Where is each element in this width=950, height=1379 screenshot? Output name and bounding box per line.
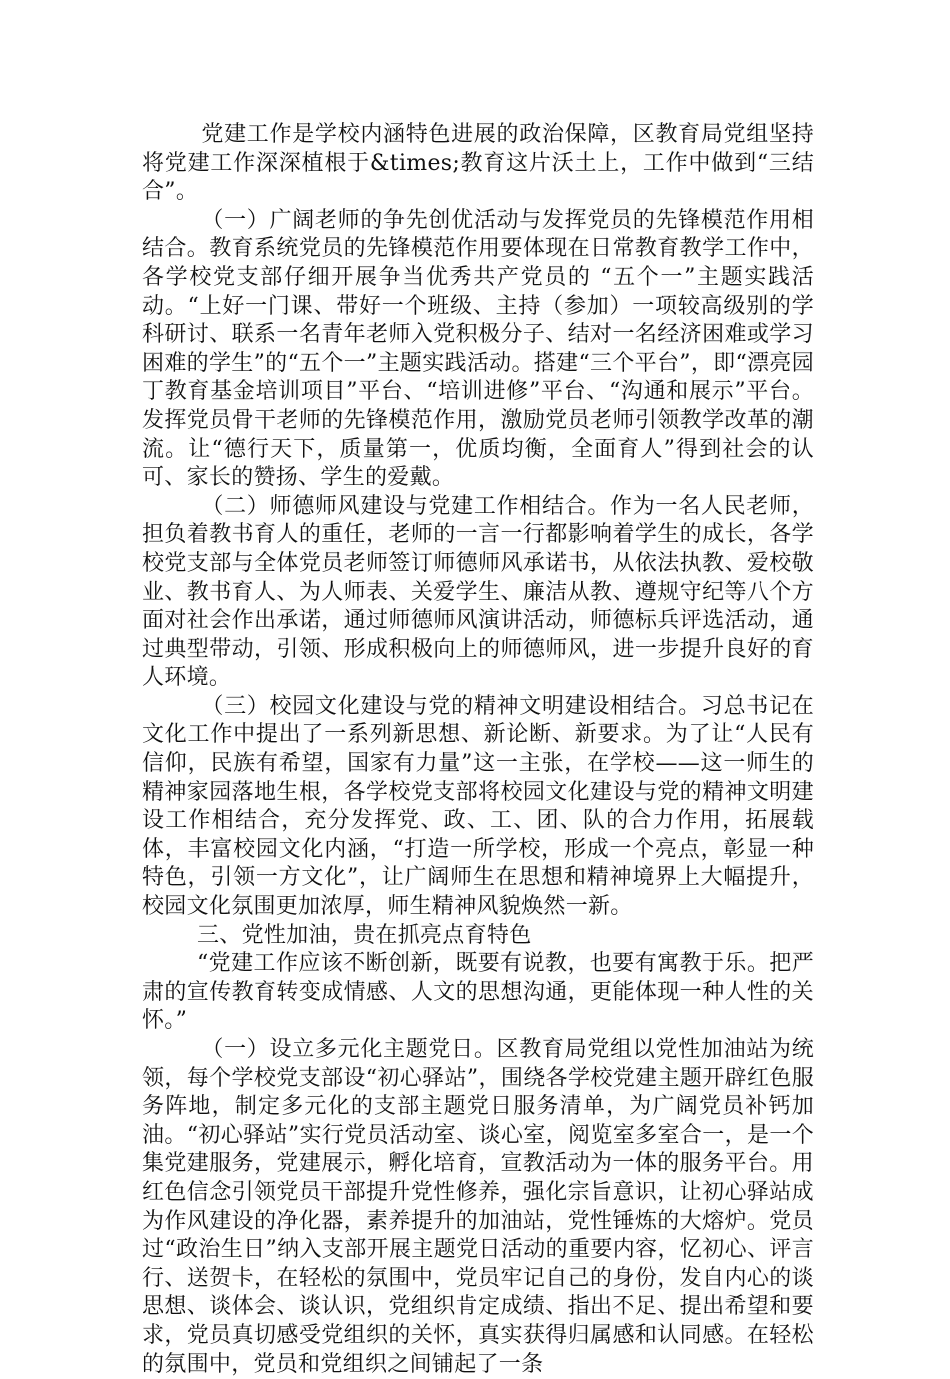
quote-paragraph: “党建工作应该不断创新，既要有说教，也要有寓教于乐。把严肃的宣传教育转变成情感、人文的思想沟通，更能体现一种人性的关怀。” [142, 951, 814, 1034]
section-3-paragraph: （三）校园文化建设与党的精神文明建设相结合。习总书记在文化工作中提出了一系列新思想、新论断、新要求。为了让“人民有信仰，民族有希望，国家有力量”这一主张，在学校——这一师生的精神家园落地生根，各学校党支部将校园文化建设与党的精神文明建设工作相结合，充分发挥党、政、工、团、队的合力作用，拓展载体，丰富校园文化内涵，“打造一所学校，形成一个亮点，彰显一种特色，引领一方文化”，让广阔师生在思想和精神境界上大幅提升，校园文化氛围更加浓厚，师生精神风貌焕然一新。 [142, 693, 814, 920]
part-three-heading: 三、党性加油，贵在抓亮点育特色 [197, 922, 532, 948]
document-body [142, 121, 814, 1379]
theme-day-paragraph: （一）设立多元化主题党日。区教育局党组以党性加油站为统领，每个学校党支部设“初心驿站”，围绕各学校党建主题开辟红色服务阵地，制定多元化的支部主题党日服务清单，为广阔党员补钙加油。“初心驿站”实行党员活动室、谈心室，阅览室多室合一，是一个集党建服务，党建展示，孵化培育，宣教活动为一体的服务平台。用红色信念引领党员干部提升党性修养，强化宗旨意识，让初心驿站成为作风建设的净化器，素养提升的加油站，党性锤炼的大熔炉。党员过“政治生日”纳入支部开展主题党日活动的重要内容，忆初心、评言行、送贺卡，在轻松的氛围中，党员牢记自己的身份，发自内心的谈思想、谈体会、谈认识，党组织肯定成绩、指出不足、提出希望和要求，党员真切感受党组织的关怀，真实获得归属感和认同感。在轻松的氛围中，党员和党组织之间铺起了一条 [142, 1037, 814, 1377]
section-1-paragraph: （一）广阔老师的争先创优活动与发挥党员的先锋模范作用相结合。教育系统党员的先锋模范作用要体现在日常教育教学工作中，各学校党支部仔细开展争当优秀共产党员的 “五个一”主题实践活动。“上好一门课、带好一个班级、主持（参加）一项较高级别的学科研讨、联系一名青年老师入党积极分子、结对一名经济困难或学习困难的学生”的“五个一”主题实践活动。搭建“三个平台”，即“漂亮园丁教育基金培训项目”平台、“培训进修”平台、“沟通和展示”平台。发挥党员骨干老师的先锋模范作用，激励党员老师引领教学改革的潮流。让“德行天下，质量第一，优质均衡，全面育人”得到社会的认可、家长的赞扬、学生的爱戴。 [142, 207, 814, 491]
intro-paragraph: 党建工作是学校内涵特色进展的政治保障，区教育局党组坚持将党建工作深深植根于&times;教育这片沃土上，工作中做到“三结合”。 [142, 122, 814, 205]
section-2-paragraph: （二）师德师风建设与党建工作相结合。作为一名人民老师，担负着教书育人的重任，老师的一言一行都影响着学生的成长，各学校党支部与全体党员老师签订师德师风承诺书，从依法执教、爱校敬业、教书育人、为人师表、关爱学生、廉洁从教、遵规守纪等八个方面对社会作出承诺，通过师德师风演讲活动，师德标兵评选活动，通过典型带动，引领、形成积极向上的师德师风，进一步提升良好的育人环境。 [142, 493, 814, 691]
